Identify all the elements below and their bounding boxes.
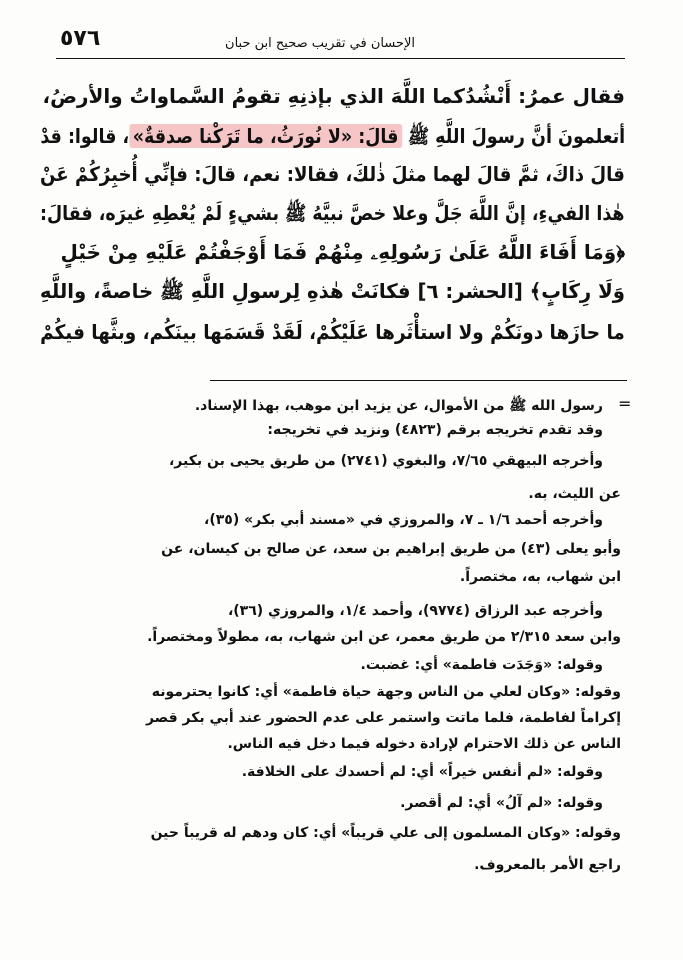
main-text-line: ما حازَها دونَكُمْ ولا استأْثَرها عَلَيْكُمْ، لَقَدْ قَسَمَها بينَكُم، وبثَّها فيكُمْ bbox=[40, 320, 625, 344]
footnote-separator bbox=[210, 380, 627, 381]
footnote-line: وقوله: «وكان لعلي من الناس وجهة حياة فاطمة» أي: كانوا يحترمونه bbox=[151, 684, 621, 700]
highlighted-hadith-quote: قالَ: «لا نُورَثُ، ما تَرَكْنا صدقةٌ» bbox=[129, 124, 402, 148]
main-text-segment: ، قالوا: قدْ bbox=[40, 124, 130, 148]
footnote-line: وقوله: «لم آلُ» أي: لم أقصر. bbox=[400, 795, 603, 811]
main-text-line: هٰذا الفيءِ، إنَّ اللَّهَ جَلَّ وعلا خصَّ نبيَّهُ ﷺ بشيءٍ لَمْ يُعْطِهِ غيرَه، فقالَ: bbox=[40, 201, 625, 225]
footnote-line: وأخرجه البيهقي ٧/٦٥، والبغوي (٢٧٤١) من طريق يحيى بن بكير، bbox=[168, 453, 603, 469]
footnote-line: وابن سعد ٢/٣١٥ من طريق معمر، عن ابن شهاب، به، مطولاً ومختصراً. bbox=[147, 629, 621, 645]
main-text-line: قالَ ذاكَ، ثمَّ قالَ لهما مثلَ ذٰلكَ، فقالا: نعم، قالَ: فإنِّي أُخبِرُكُمْ عَنْ bbox=[40, 162, 625, 186]
footnote-line: راجع الأمر بالمعروف. bbox=[474, 857, 621, 873]
main-text-line: فقال عمرُ: أَنْشُدُكما اللَّهَ الذي بإذنِهِ تقومُ السَّماواتُ والأرضُ، bbox=[42, 84, 625, 108]
footnote-line: وقوله: «وَجَدَت فاطمة» أي: غضبت. bbox=[360, 657, 603, 673]
footnote-line: إكراماً لفاطمة، فلما ماتت واستمر على عدم الحضور عند أبي بكر قصر bbox=[145, 710, 621, 726]
footnote-line: وأبو يعلى (٤٣) من طريق إبراهيم بن سعد، عن صالح بن كيسان، عن bbox=[161, 541, 621, 557]
footnote-continuation-mark: = bbox=[618, 394, 632, 413]
footnote-line: وقوله: «لم أنفس خيراً» أي: لم أحسدك على الخلافة. bbox=[241, 764, 603, 780]
footnote-line: وأخرجه عبد الرزاق (٩٧٧٤)، وأحمد ١/٤، والمروزي (٣٦)، bbox=[227, 603, 603, 619]
footnote-line: وقد تقدم تخريجه برقم (٤٨٢٣) ونزيد في تخريجه: bbox=[267, 422, 603, 438]
main-text-line bbox=[40, 124, 625, 148]
footnote-line: ابن شهاب، به، مختصراً. bbox=[459, 569, 621, 585]
main-text-line: وَلَا رِكَابٍ﴾ [الحشر: ٦] فكانَتْ هٰذهِ لِرسولِ اللَّهِ ﷺ خاصةً، واللَّهِ bbox=[39, 279, 625, 303]
running-title: الإحسان في تقريب صحيح ابن حبان bbox=[225, 36, 415, 51]
footnote-line: وأخرجه أحمد ١/٦ ـ ٧، والمروزي في «مسند أبي بكر» (٣٥)، bbox=[204, 512, 603, 528]
page-number: ٥٧٦ bbox=[60, 26, 101, 51]
footnote-line: رسول الله ﷺ من الأموال، عن يزيد ابن موهب، بهذا الإسناد. bbox=[194, 398, 603, 414]
header-rule bbox=[56, 58, 625, 59]
main-text-segment: أتعلمونَ أنَّ رسولَ اللَّهِ ﷺ bbox=[407, 124, 625, 148]
footnote-line: وقوله: «وكان المسلمون إلى علي قريباً» أي: كان ودهم له قريباً حين bbox=[150, 825, 621, 841]
footnote-line: الناس عن ذلك الاحترام لإرادة دخوله فيما دخل فيه الناس. bbox=[227, 736, 621, 752]
quran-verse-line: ﴿وَمَا أَفَاءَ اللَّهُ عَلَىٰ رَسُولِهِۦ مِنْهُمْ فَمَا أَوْجَفْتُمْ عَلَيْهِ مِنْ خَيْلٍ bbox=[60, 240, 625, 264]
footnote-line: عن الليث، به. bbox=[528, 486, 621, 502]
